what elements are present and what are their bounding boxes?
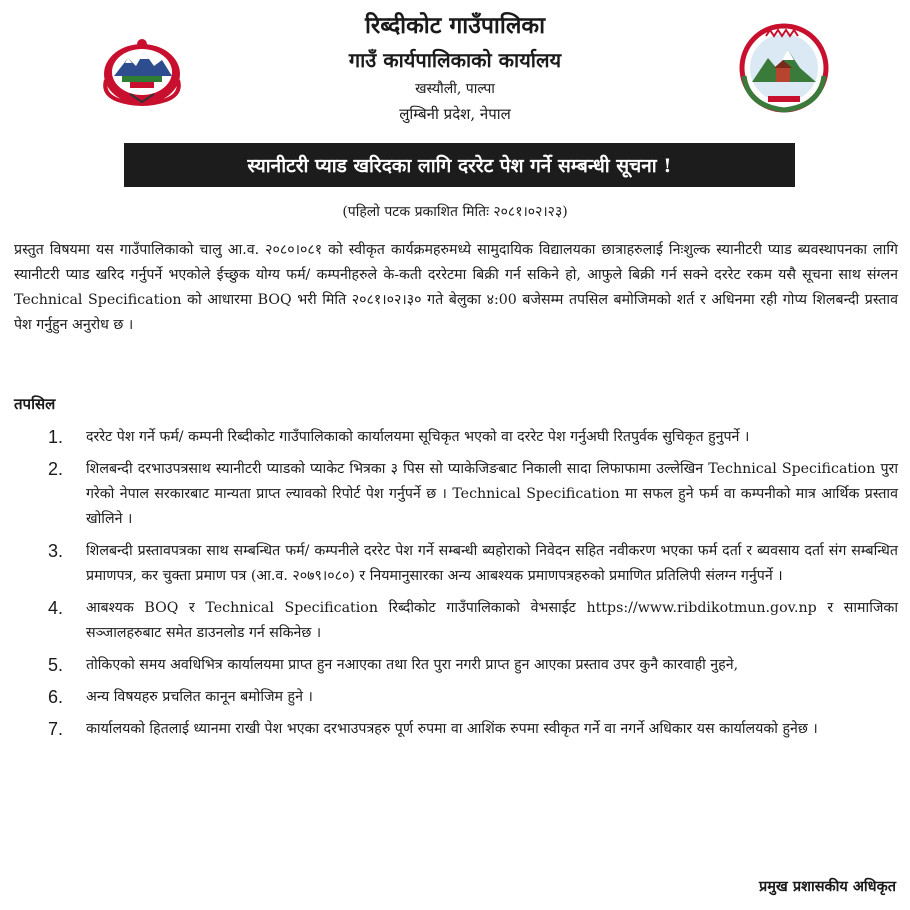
item-number: 4. <box>48 598 64 618</box>
item-text: शिलबन्दी प्रस्तावपत्रका साथ सम्बन्धित फर्म/ कम्पनीले दररेट पेश गर्ने सम्बन्धी ब्यहोराको निवेदन सहित नवीकरण भएका फर्म दर्ता र ब्यवसाय दर्ता संग सम्बन्धित प्रमाणपत्र, कर चुक्ता प्रमाण पत्र (आ.व. २०७९।०८०) र नियमानुसारका अन्य आबश्यक प्रमाणपत्रहरुको प्रमाणित प्रतिलिपी संलग्न गर्नुपर्ने । <box>86 543 898 584</box>
item-number: 2. <box>48 459 64 479</box>
item-number: 6. <box>48 687 64 707</box>
item-number: 5. <box>48 655 64 675</box>
item-text: अन्य विषयहरु प्रचलित कानून बमोजिम हुने । <box>86 689 313 705</box>
notice-title: स्यानीटरी प्याड खरिदका लागि दररेट पेश गर्ने सम्बन्धी सूचना ! <box>247 155 672 177</box>
office-name: गाउँ कार्यपालिकाको कार्यालय <box>348 48 562 72</box>
conditions-heading: तपसिल <box>14 395 56 413</box>
item-number: 3. <box>48 541 64 561</box>
list-item <box>0 685 910 710</box>
list-item <box>0 596 910 646</box>
list-item <box>0 653 910 678</box>
notice-title-banner <box>124 143 795 187</box>
list-item <box>0 539 910 589</box>
item-text: आबश्यक BOQ र Technical Specification रिब्दीकोट गाउँपालिकाको वेभसाईट https://www.ribdikotmun.gov.np र सामाजिका सञ्जालहरुबाट समेत डाउनलोड गर्न सकिनेछ । <box>86 600 898 641</box>
conditions-list <box>0 425 910 749</box>
list-item <box>0 425 910 450</box>
item-text: शिलबन्दी दरभाउपत्रसाथ स्यानीटरी प्याडको प्याकेट भित्रका ३ पिस सो प्याकेजिङबाट निकाली सादा लिफाफामा उल्लेखिन Technical Specification पुरा गरेको नेपाल सरकारबाट मान्यता प्राप्त ल्यावको रिपोर्ट पेश गर्नुपर्ने छ । Technical Specification मा सफल हुने फर्म वा कम्पनीको मात्र आर्थिक प्रस्ताव खोलिने । <box>86 461 898 527</box>
office-location: खस्यौली, पाल्पा <box>415 81 495 97</box>
item-text: तोकिएको समय अवधिभित्र कार्यालयमा प्राप्त हुन नआएका तथा रित पुरा नगरी प्राप्त हुन आएका प्रस्ताव उपर कुनै कारवाही नुहने, <box>86 657 739 673</box>
municipality-name: रिब्दीकोट गाउँपालिका <box>364 12 546 39</box>
item-text: दररेट पेश गर्ने फर्म/ कम्पनी रिब्दीकोट गाउँपालिकाको कार्यालयमा सूचिकृत भएको वा दररेट पेश गर्नुअघी रितपुर्वक सुचिकृत हुनुपर्ने । <box>86 429 750 445</box>
publication-date: (पहिलो पटक प्रकाशित मितिः २०८१।०२।२३) <box>342 204 568 220</box>
notice-intro-paragraph: प्रस्तुत विषयमा यस गाउँपालिकाको चालु आ.व. २०८०।०८१ को स्वीकृत कार्यक्रमहरुमध्ये सामुदायिक विद्यालयका छात्राहरुलाई निःशुल्क स्यानीटरी प्याड ब्यवस्थापनका लागि स्यानीटरी प्याड खरिद गर्नुपर्ने भएकोले ईच्छुक योग्य फर्म/ कम्पनीहरुले के-कती दररेटमा बिक्री गर्न सकिने हो, आफुले बिक्री गर्न सक्ने दररेट रकम यसै सूचना साथ संग्लन Technical Specification को आधारमा BOQ भरी मिति २०८१।०२।३० गते बेलुका ४:00 बजेसम्म तपसिल बमोजिमको शर्त र अधिनमा रही गोप्य शिलबन्दी प्रस्ताव पेश गर्नुहुन अनुरोध छ । <box>14 242 898 333</box>
office-province: लुम्बिनी प्रदेश, नेपाल <box>399 105 511 123</box>
signatory-title: प्रमुख प्रशासकीय अधिकृत <box>759 878 896 895</box>
item-number: 1. <box>48 427 64 447</box>
item-text: कार्यालयको हितलाई ध्यानमा राखी पेश भएका दरभाउपत्रहरु पूर्ण रुपमा वा आशिंक रुपमा स्वीकृत गर्ने वा नगर्ने अधिकार यस कार्यालयको हुनेछ । <box>86 721 818 737</box>
list-item <box>0 717 910 742</box>
list-item <box>0 457 910 532</box>
item-number: 7. <box>48 719 64 739</box>
